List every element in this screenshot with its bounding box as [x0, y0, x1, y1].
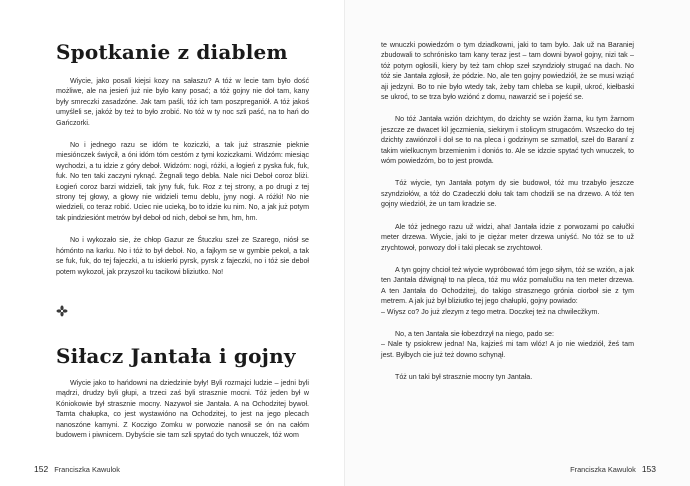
- paragraph: No, a ten Jantała sie łobezdrzył na niego, pado se:: [395, 329, 554, 338]
- page-footer-left: [34, 464, 120, 474]
- paragraph: No tóż Jantała wzión dzichtym, do dzichty se wzión žarna, ku tym žarnom jeszcze ze dwacet kil jęczmienia, siekirym i stolicym strugacóm. Wszecko do tej dzichty zawiónzoł i doł se to na pleca i godzinym se szmatloł, szeł do Baraní z takim wielkucnym brzemienim i doniós to. Ale se idzcie spytać tych wnuczek, to wóm powiedzóm, bo to jest prowda.: [381, 115, 634, 166]
- chapter-title-silacz: Siłacz Jantała i gojny: [56, 343, 296, 368]
- page-number: 153: [641, 464, 656, 474]
- right-page: [345, 0, 690, 486]
- paragraph: – Nale ty psiokrew jedna! Na, kajzieś mi tam wlóz! A jo nie wiedziół, žeś tam jest. Byłbych cie już też downo schynął.: [381, 340, 634, 359]
- page-number: 152: [34, 464, 49, 474]
- chapter-body-silacz: [56, 378, 309, 440]
- paragraph: Tóż wiycie, tyn Jantała potym dy sie budowoł, tóż mu trzabyło jeszcze szyndziołów, a tóż do Czadeczki dołu tak tam chodzili se na drzewo. A tóż ten gojny wiedziół, że un tam kradzie se.: [381, 179, 634, 209]
- paragraph: Ale tóż jednego razu už widzi, aha! Jantała idzie z porwozami po całučki meter drzewa. Wiycie, jaki to je ciężar meter drzewa uniyść. No tóż se to už zrychtowoł, porwozy doł i taki plecak se zrychtowoł.: [381, 222, 634, 252]
- paragraph: No i jednego razu se idóm te koziczki, a tak już strasznie pieknie miesiónczek świycił, a óni idóm tóm cestóm z tymi koziczkami. Widzóm: miesiąc wychodzi, a tu idzie z góry deboł. Widzóm: nogi, różki, a łogień z pyska fuk, fuk, fuk. No ten taki zaczyni ryknąć. Żegnali tego debła. Nale nici Deboł coroz bliżi. Łogień coroz barzi widzieli, tak jyny fuk, fuk. Roz z tej strony, a po drugi z tej strony tej głowy, a głowy nie widzieli temu deblu, jyny nogi. A różki! No nie wiedzieli, co teraz robić. Uciec nie ucieką, bo to idzie ku nim. No, a jak już potym tak pindziesiónt metrów był deboł od nich, deboł se hm, hm, hm.: [56, 141, 309, 222]
- paragraph: te wnuczki powiedzóm o tym dziadkowni, jaki to tam było. Jak už na Baraniej zbudowali to schrónisko tam kany teraz jest – tam downi bywoł gojny, nizi tak – tóż potym ogłosili, kiery by też tam chłop szeł szyndzioły strugać na dach. No tóż sie Jantała zgłosił, że pódzie. No, ale ten gojny powiedziół, że se musi wziąć aji jedzyni. Bo to nie było wtedy tak, żeby tam chleba se kupił, ukroć, kiełbaski se ukroć, to se trza było wziónć z domu, nawarzić se i pojeść se.: [381, 41, 634, 102]
- chapter-body-continued: [381, 40, 634, 383]
- page-footer-right: [570, 464, 656, 474]
- chapter-body-spotkanie: [56, 76, 309, 277]
- paragraph: No i wykozało sie, że chłop Gazur ze Śtuczku szeł ze Szarego, niósł se hómónto na karku. No i tóż to był deboł. No, a fajkym se w gymbie pekoł, a tak se fuk, fuk, do tej fajeczki, a tu iskierki pyrsk, pyrsk z fajeczki, no i tóż sie deboł potem wykozoł, jak przyszoł ku tacikowi bliziutko. No!: [56, 236, 309, 276]
- paragraph: Tóż un taki był strasznie mocny tyn Jantała.: [395, 373, 533, 382]
- running-author: Franciszka Kawulok: [570, 465, 636, 474]
- flower-ornament-icon: [56, 305, 68, 317]
- paragraph: Wiycie, jako posali kiejsi kozy na sałaszu? A tóż w lecie tam było dość możliwe, ale na jesień już nie było kany posać; a tóż gojny nie doł tam, kany były smreczki zasadzóne. Jak tam paśli, tóż ich tam poszpreganiół. A tóż jakoś umyśleli se, jakóż by też to było zrobić. No tóż w ty noc szli paść, na to hań do Gańczorki.: [56, 77, 309, 127]
- chapter-title-spotkanie: Spotkanie z diablem: [56, 40, 288, 64]
- paragraph: A tyn gojny chcioł też wiycie wypróbować tóm jego siłym, tóż se wzión, a jak ten Jantała dźwignął to na pleca, tóż mu wlóz pomalučku na ten meter drzewa. A ten Jantała do Ochodzitej, do takigo strasznego grónia ciorboł sie z tym metrem. A jak już był bliziutko tej jego chałupki, gojny powiado:: [381, 265, 634, 306]
- paragraph: Wiycie jako to hańdowni na dziedzinie były! Byli rozmajci ludzie – jedni byli mądrzi, drudzy byli głupi, a trzeci zaś byli strasznie mocni. Tóż jeden był w Kóniokowie był strasznie mocny. Nazywoł sie Jantała. A na Ochodzitej bywoł. Tamta chałupka, co jest wystawióno na Ochodzitej, to jest na jego plecach nanoszóne kamyni. Z Koczigo Zomku w porwozie nanosił se ón na całóm budowem i piwnicem. Dybyście sie tam szli spytać do tych wnuczek, tóż wom: [56, 378, 309, 439]
- paragraph: – Wiysz co? Jo już zlezym z tego metra. Doczkej też na chwilecžkym.: [381, 307, 600, 316]
- running-author: Franciszka Kawulok: [54, 465, 120, 474]
